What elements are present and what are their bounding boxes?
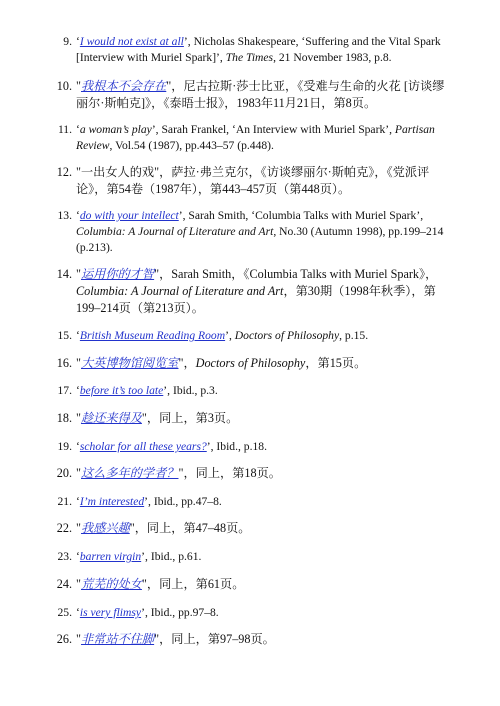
footnote-text: , Ibid., p.3.: [167, 384, 218, 397]
footnote-link[interactable]: scholar for all these years?: [79, 440, 207, 453]
quote-mark: ’: [183, 35, 188, 48]
footnote-19: [52, 439, 452, 455]
footnote-link[interactable]: 这么多年的学者？: [80, 466, 179, 480]
footnote-text: ，同上，第61页。: [146, 577, 245, 591]
footnote-number: 13.: [57, 209, 72, 222]
footnote-link[interactable]: I’m interested: [79, 495, 145, 508]
footnote-text: 一出女人的戏"，萨拉·弗兰克尔，《访谈缪丽尔·斯帕克》，《党派评论》，第54卷（1987年），第443–457页（第448页）。: [76, 165, 430, 196]
footnote-text: , Ibid., p.61.: [145, 550, 202, 563]
footnote-text: ，Sarah Smith，《Columbia Talks with Muriel Spark》，: [159, 267, 438, 281]
footnote-14: [52, 266, 452, 317]
footnote-number: 25.: [57, 606, 72, 619]
source-title: Doctors of Philosophy: [195, 356, 306, 370]
footnote-tail: ，第15页。: [305, 356, 367, 370]
footnote-number: 15.: [57, 329, 72, 342]
quote-mark: ‘: [76, 495, 80, 508]
quote-mark: ": [154, 267, 160, 281]
footnote-link[interactable]: 我感兴趣: [80, 521, 130, 535]
quote-mark: ": [76, 356, 81, 370]
footnote-text: ，同上，第97–98页。: [159, 632, 275, 646]
footnote-number: 9.: [63, 35, 72, 48]
footnote-link[interactable]: 荒芜的处女: [80, 577, 142, 591]
footnote-text: ’, Sarah Frankel, ‘An Interview with Muriel Spark’,: [151, 123, 395, 136]
footnote-link[interactable]: British Museum Reading Room: [79, 329, 226, 342]
footnote-link[interactable]: barren virgin: [79, 550, 142, 563]
footnote-23: [52, 549, 452, 565]
footnote-tail: , Vol.54 (1987), pp.443–57 (p.448).: [109, 139, 274, 152]
footnote-number: 21.: [57, 495, 72, 508]
footnote-text: ，同上，第18页。: [183, 466, 281, 480]
footnote-tail: , No.30 (Autumn 1998), pp.199–214 (p.213).: [76, 225, 444, 254]
quote-mark: ": [76, 577, 81, 591]
quote-mark: ’: [225, 329, 229, 342]
footnote-number: 17.: [57, 384, 72, 397]
quote-mark: ": [178, 356, 184, 370]
footnote-number: 19.: [57, 440, 72, 453]
footnote-number: 23.: [57, 550, 72, 563]
footnote-22: [52, 520, 452, 537]
quote-mark: ’: [141, 550, 146, 563]
quote-mark: ": [76, 79, 81, 93]
quote-mark: ’: [141, 606, 145, 619]
quote-mark: ‘: [76, 35, 80, 48]
footnote-link[interactable]: do with your intellect: [79, 209, 179, 222]
quote-mark: ’: [178, 209, 183, 222]
quote-mark: ": [76, 466, 81, 480]
footnote-tail: , p.15.: [339, 329, 369, 342]
footnote-link[interactable]: 非常站不住脚: [80, 632, 155, 646]
footnote-number: 11.: [57, 123, 72, 136]
footnote-number: 18.: [56, 411, 72, 425]
footnote-text: , Sarah Smith, ‘Columbia Talks with Muriel Spark’,: [182, 209, 424, 222]
footnote-11: [52, 122, 452, 154]
footnote-text: ，尼古拉斯·莎士比亚，《受难与生命的火花 [访谈缪丽尔·斯帕克]》，《泰晤士报》，1983年11月21日，第8页。: [76, 79, 445, 110]
quote-mark: ": [76, 411, 81, 425]
footnote-18: [52, 410, 452, 427]
footnote-text: , Ibid., pp.47–8.: [148, 495, 222, 508]
quote-mark: ": [76, 165, 81, 179]
quote-mark: ": [76, 267, 81, 281]
quote-mark: ’: [163, 384, 168, 397]
footnote-number: 26.: [56, 632, 72, 646]
footnote-text: , Ibid., pp.97–8.: [144, 606, 219, 619]
source-title: Doctors of Philosophy: [234, 329, 340, 342]
quote-mark: ‘: [76, 384, 80, 397]
footnote-number: 24.: [56, 577, 72, 591]
footnote-10: [52, 78, 452, 112]
source-title: The Times: [225, 51, 274, 64]
footnote-link[interactable]: is very flimsy: [79, 606, 142, 619]
quote-mark: ’: [206, 440, 211, 453]
quote-mark: ‘: [76, 329, 80, 342]
quoted-phrase: a woman’s play: [79, 123, 152, 136]
footnote-16: [52, 355, 452, 372]
quote-mark: ‘: [76, 606, 80, 619]
footnote-26: [52, 631, 452, 648]
footnote-link[interactable]: before it’s too late: [79, 384, 164, 397]
footnote-text: , Nicholas Shakespeare, ‘Suffering and the Vital Spark [Interview with Muriel Spark]’,: [76, 35, 441, 64]
quote-mark: ": [76, 632, 81, 646]
footnote-number: 10.: [56, 79, 72, 93]
footnote-link[interactable]: 大英博物馆阅览室: [80, 356, 179, 370]
footnote-tail: , 21 November 1983, p.8.: [273, 51, 392, 64]
footnote-25: [52, 605, 452, 621]
footnote-link[interactable]: 我根本不会存在: [80, 79, 167, 93]
footnote-15: [52, 328, 452, 344]
footnote-text: ，同上，第47–48页。: [134, 521, 251, 535]
footnote-tail: ，第30期（1998年秋季），第199–214页（第213页）。: [76, 284, 436, 315]
quote-mark: ": [166, 79, 172, 93]
footnote-link[interactable]: 运用你的才智: [80, 267, 155, 281]
footnote-12: [52, 164, 452, 198]
footnote-21: [52, 494, 452, 510]
footnote-link[interactable]: 趁还来得及: [80, 411, 142, 425]
footnote-number: 20.: [56, 466, 72, 480]
quote-mark: ’: [144, 495, 149, 508]
footnote-text: , Ibid., p.18.: [210, 440, 267, 453]
quote-mark: ‘: [76, 209, 80, 222]
source-title: Columbia: A Journal of Literature and Art: [76, 225, 274, 238]
quote-mark: ‘: [76, 440, 80, 453]
footnote-number: 16.: [56, 356, 72, 370]
quote-mark: ": [154, 632, 160, 646]
footnote-17: [52, 383, 452, 399]
footnote-link[interactable]: I would not exist at all: [79, 35, 184, 48]
quote-mark: ‘: [76, 123, 80, 136]
quote-mark: ": [76, 521, 81, 535]
footnote-text: ,: [228, 329, 235, 342]
footnote-24: [52, 576, 452, 593]
footnote-text: ，同上，第3页。: [146, 411, 239, 425]
footnote-number: 14.: [56, 267, 72, 281]
footnote-9: [52, 34, 452, 66]
footnote-number: 22.: [56, 521, 72, 535]
footnote-number: 12.: [56, 165, 72, 179]
source-title: Partisan Review: [76, 123, 435, 152]
quote-mark: ‘: [76, 550, 80, 563]
quote-mark: ": [141, 411, 147, 425]
footnote-text: ，: [183, 356, 196, 370]
footnote-13: [52, 208, 452, 256]
source-title: Columbia: A Journal of Literature and Art: [76, 284, 284, 298]
footnote-20: [52, 465, 452, 482]
quote-mark: ": [141, 577, 147, 591]
quote-mark: ": [178, 466, 184, 480]
quote-mark: ": [129, 521, 135, 535]
